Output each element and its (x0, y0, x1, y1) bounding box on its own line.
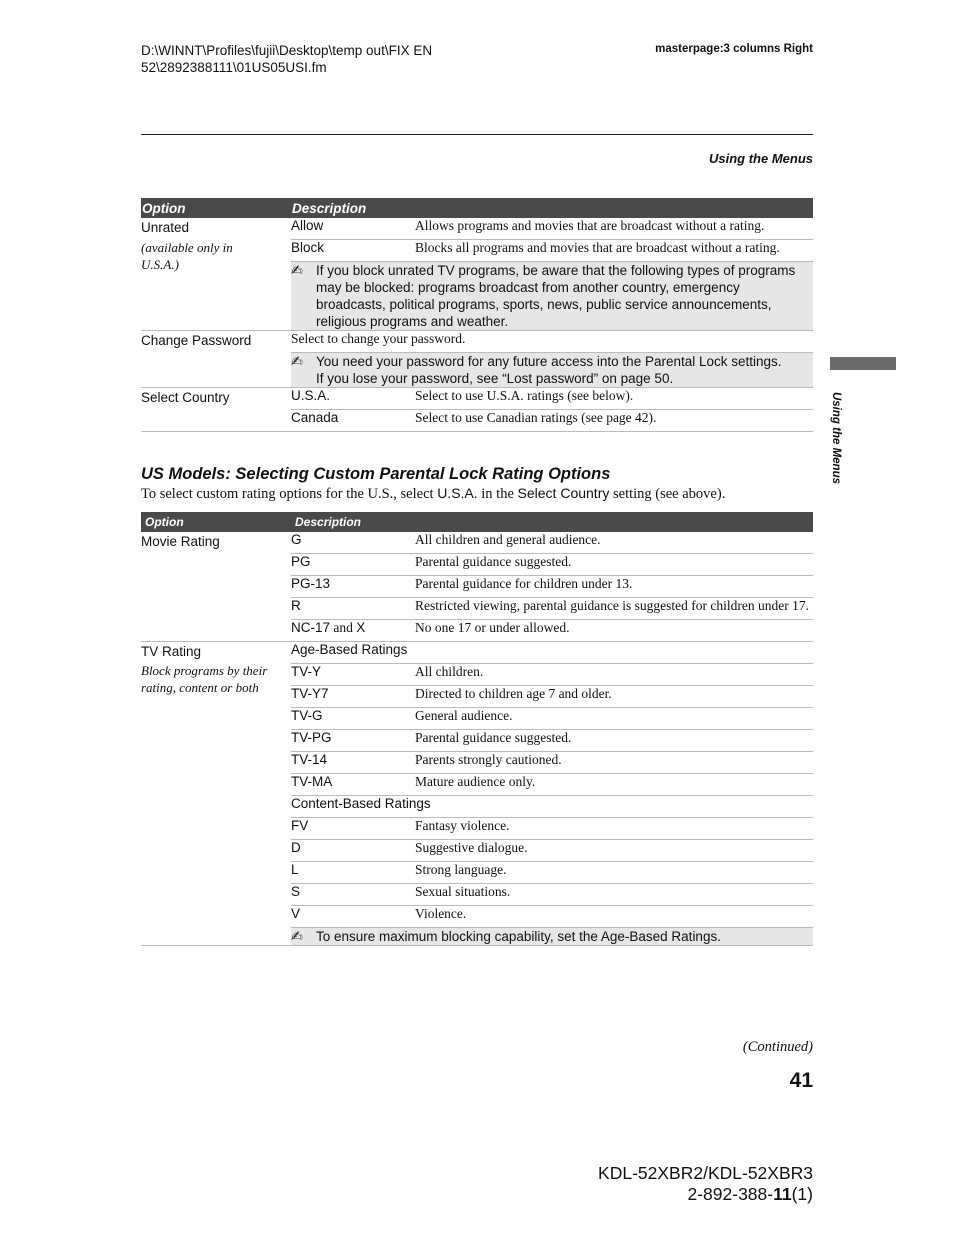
pencil-note-icon: ✍ (291, 928, 303, 944)
value-cell: TV-G (291, 708, 415, 730)
value-cell: G (291, 532, 415, 554)
table-row (141, 532, 813, 554)
value-cell: Canada (291, 410, 415, 432)
pencil-note-icon: ✍ (291, 353, 303, 369)
value-cell: TV-PG (291, 730, 415, 752)
options-table-us-ratings (141, 512, 813, 946)
side-tab-label: Using the Menus (830, 391, 842, 484)
intro-select-country: Select Country (517, 485, 610, 501)
table-row (141, 218, 813, 240)
option-label: Unrated (141, 220, 190, 235)
value-conjunction: and (330, 620, 357, 635)
note-box (291, 262, 813, 331)
description-cell: All children. (415, 664, 813, 686)
options-table-general (141, 198, 813, 432)
part-code-suffix: (1) (791, 1184, 813, 1204)
side-thumb-tab (830, 357, 896, 370)
description-cell: Select to change your password. (291, 331, 813, 353)
option-tv-rating (141, 642, 291, 946)
description-cell: General audience. (415, 708, 813, 730)
part-code (598, 1184, 813, 1205)
description-cell: Parental guidance for children under 13. (415, 576, 813, 598)
value-cell: R (291, 598, 415, 620)
continued-label: (Continued) (742, 1039, 813, 1055)
value-cell: S (291, 884, 415, 906)
page-number: 41 (789, 1069, 813, 1092)
description-cell: Strong language. (415, 862, 813, 884)
description-cell: Allows programs and movies that are broadcast without a rating. (415, 218, 813, 240)
table-row (141, 331, 813, 353)
value-cell: V (291, 906, 415, 928)
note-box (291, 928, 813, 946)
value-cell: L (291, 862, 415, 884)
section-intro (141, 485, 725, 503)
value-cell (291, 620, 415, 642)
pencil-note-icon: ✍ (291, 262, 303, 278)
running-head: Using the Menus (708, 151, 813, 166)
description-cell: Parental guidance suggested. (415, 730, 813, 752)
table-row (141, 388, 813, 410)
value-text: X (356, 620, 366, 635)
model-line: KDL-52XBR2/KDL-52XBR3 (598, 1163, 813, 1183)
section-title: US Models: Selecting Custom Parental Lock Rating Options (141, 465, 611, 483)
note-text: To ensure maximum blocking capability, set the Age-Based Ratings. (316, 929, 721, 944)
table-row (141, 642, 813, 664)
option-note: Block programs by their rating, content or both (141, 663, 268, 695)
value-cell: U.S.A. (291, 388, 415, 410)
description-cell: Parents strongly cautioned. (415, 752, 813, 774)
file-path-header (141, 42, 481, 76)
value-cell: PG-13 (291, 576, 415, 598)
option-movie-rating (141, 532, 291, 642)
subheading-age-based: Age-Based Ratings (291, 642, 813, 664)
option-note: (available only in U.S.A.) (141, 240, 233, 272)
value-cell: TV-Y7 (291, 686, 415, 708)
note-text-line: If you lose your password, see “Lost password” on page 50. (316, 371, 674, 386)
column-header-option: Option (141, 198, 291, 218)
intro-text: To select custom rating options for the U.S., select (141, 486, 438, 502)
description-cell: Select to use Canadian ratings (see page 42). (415, 410, 813, 432)
intro-usa: U.S.A. (437, 485, 478, 501)
option-label: Select Country (141, 390, 230, 405)
description-cell: Select to use U.S.A. ratings (see below). (415, 388, 813, 410)
description-cell: Suggestive dialogue. (415, 840, 813, 862)
description-cell: No one 17 or under allowed. (415, 620, 813, 642)
value-cell: Block (291, 240, 415, 262)
value-cell: PG (291, 554, 415, 576)
description-cell: Blocks all programs and movies that are broadcast without a rating. (415, 240, 813, 262)
column-header-description: Description (291, 512, 813, 532)
description-cell: Fantasy violence. (415, 818, 813, 840)
part-code-bold: 11 (773, 1184, 792, 1204)
intro-text: setting (see above). (609, 486, 726, 502)
file-path-line-2: 52\2892388111\01US05USI.fm (141, 60, 327, 75)
value-cell: TV-14 (291, 752, 415, 774)
description-cell: Violence. (415, 906, 813, 928)
value-cell: D (291, 840, 415, 862)
option-unrated (141, 218, 291, 331)
option-label: Change Password (141, 333, 252, 348)
value-cell: FV (291, 818, 415, 840)
column-header-option: Option (141, 512, 291, 532)
option-change-password (141, 331, 291, 388)
value-cell: TV-Y (291, 664, 415, 686)
description-cell: Mature audience only. (415, 774, 813, 796)
masterpage-label: masterpage:3 columns Right (655, 43, 813, 55)
intro-text: in the (477, 486, 518, 502)
subheading-content-based: Content-Based Ratings (291, 796, 813, 818)
description-cell: Parental guidance suggested. (415, 554, 813, 576)
description-cell: Restricted viewing, parental guidance is suggested for children under 17. (415, 598, 813, 620)
header-rule (141, 134, 813, 135)
column-header-description: Description (291, 198, 813, 218)
option-label: Movie Rating (141, 534, 220, 549)
description-cell: Directed to children age 7 and older. (415, 686, 813, 708)
table-header-row (141, 512, 813, 532)
option-label: TV Rating (141, 644, 202, 659)
part-code-prefix: 2-892-388- (687, 1184, 774, 1204)
description-cell: Sexual situations. (415, 884, 813, 906)
model-code-block (598, 1163, 813, 1205)
file-path-line-1: D:\WINNT\Profiles\fujii\Desktop\temp out\FIX EN (141, 43, 433, 58)
note-box (291, 353, 813, 388)
value-text: NC-17 (291, 620, 331, 635)
table-header-row (141, 198, 813, 218)
value-cell: TV-MA (291, 774, 415, 796)
note-text (316, 353, 813, 387)
value-cell: Allow (291, 218, 415, 240)
description-cell: All children and general audience. (415, 532, 813, 554)
option-select-country (141, 388, 291, 432)
note-text-line: You need your password for any future access into the Parental Lock settings. (316, 354, 782, 369)
note-text: If you block unrated TV programs, be aware that the following types of programs may be blocked: programs broadcast from another country, emergency broadcasts, political programs, sports, news, public service announcements, religious programs and weather. (316, 263, 796, 329)
